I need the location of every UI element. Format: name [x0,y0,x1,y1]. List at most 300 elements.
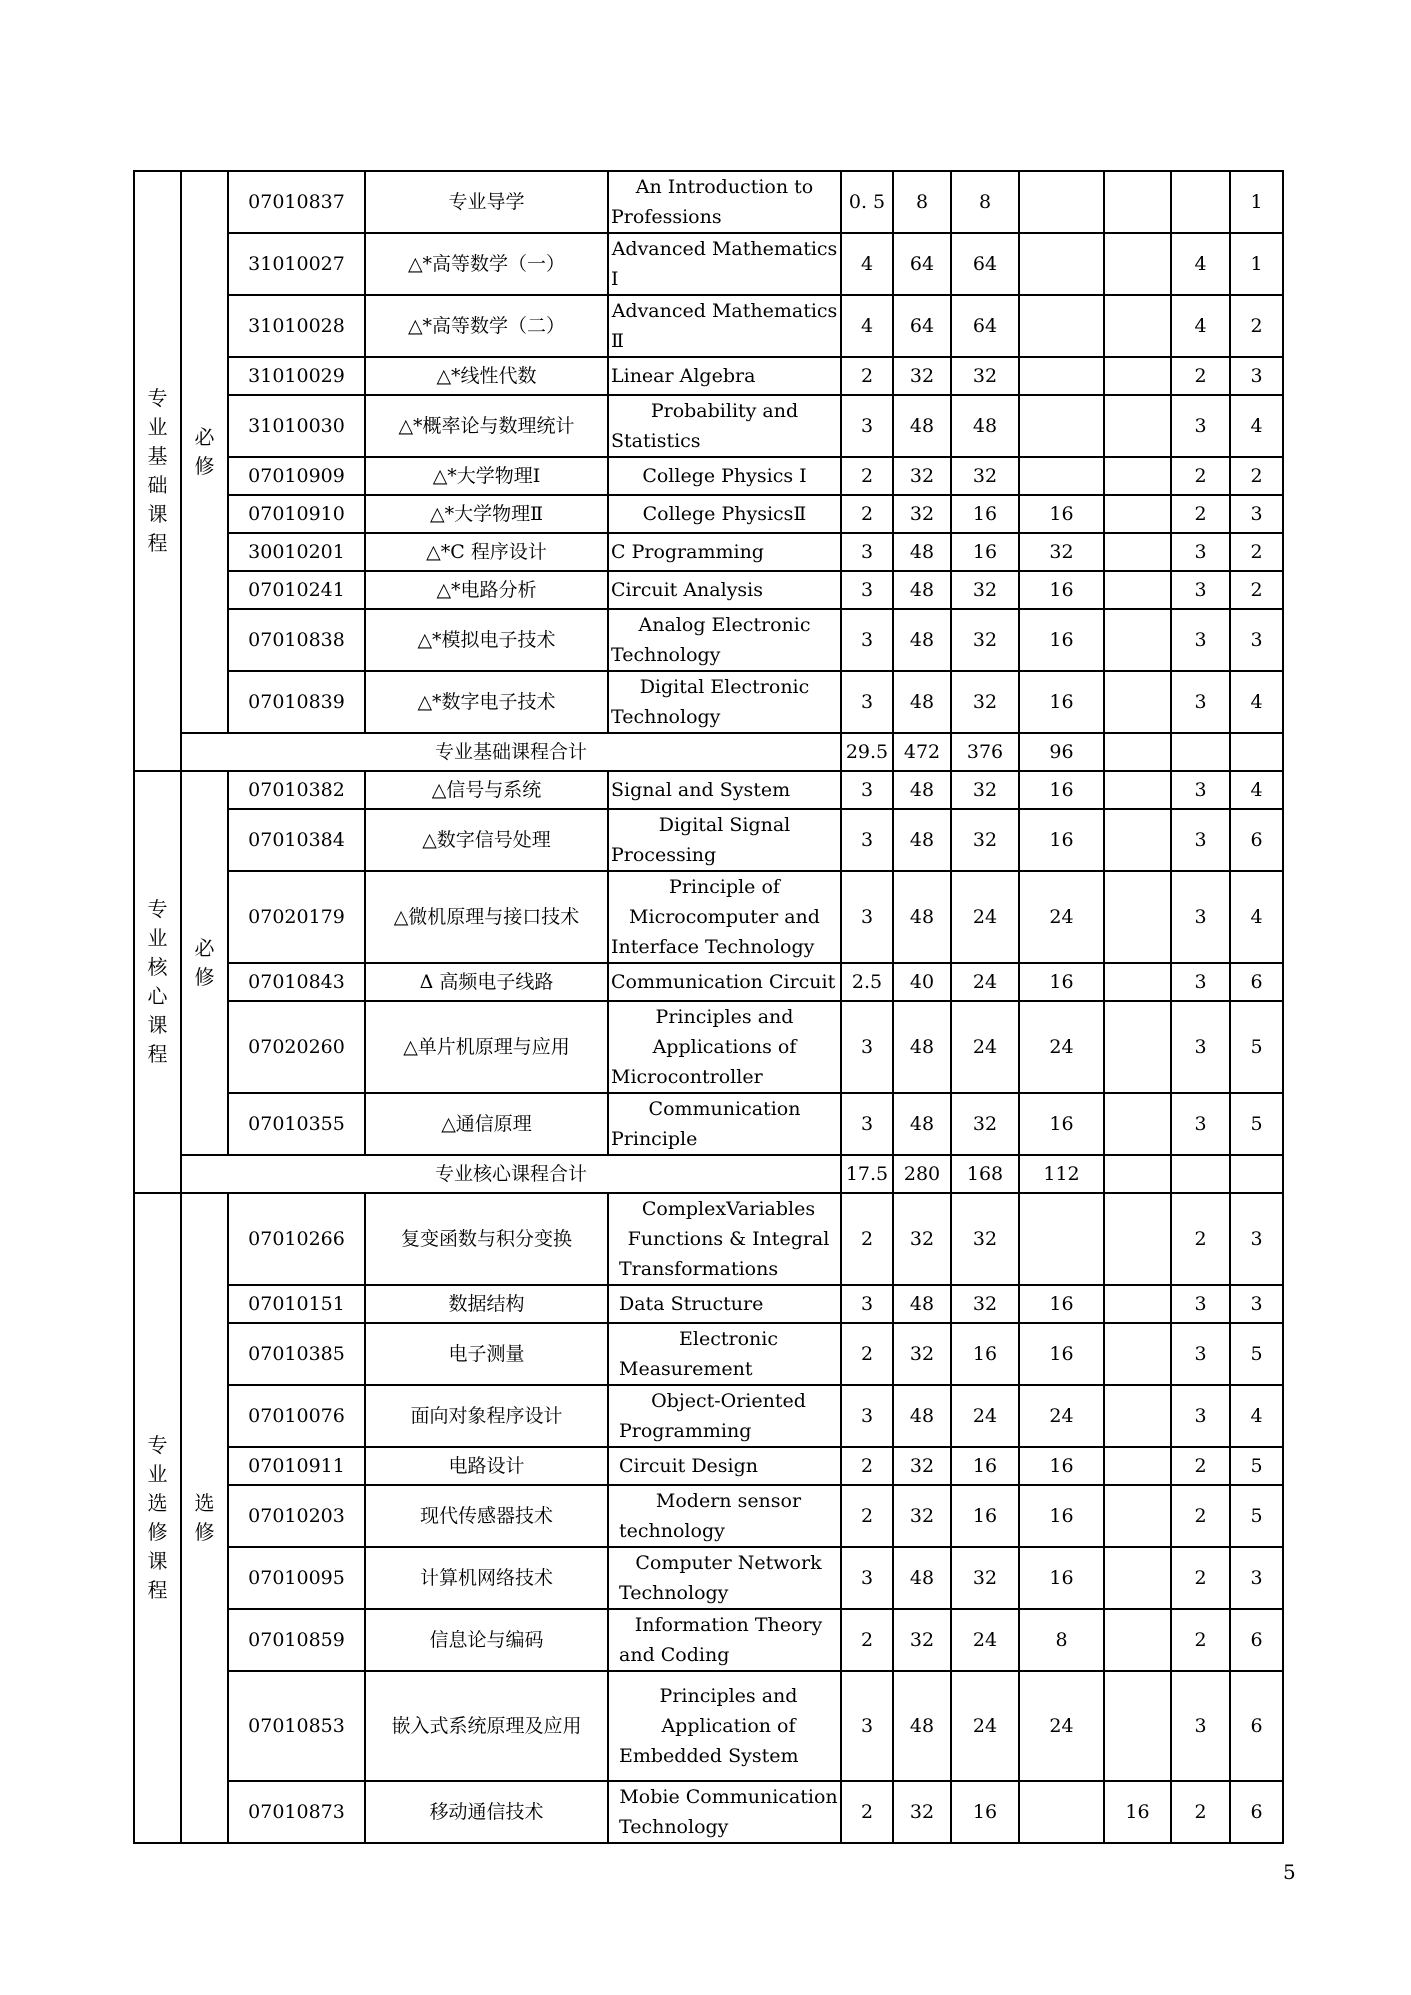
lab-hours: 24 [1019,1001,1104,1093]
category-cell [134,171,181,771]
total-hours: 48 [893,1001,951,1093]
total-hours: 32 [893,357,951,395]
course-name-cn: △*线性代数 [365,357,608,395]
table-row [134,1447,1283,1485]
weekly-hours: 3 [1171,1001,1230,1093]
subtotal-value: 472 [893,733,951,771]
course-name-en: Information Theory and Coding [608,1609,841,1671]
lab-hours: 16 [1019,771,1104,809]
total-hours: 48 [893,771,951,809]
credits: 3 [841,533,893,571]
total-hours: 32 [893,1609,951,1671]
credits: 3 [841,1671,893,1781]
lecture-hours: 32 [951,1093,1019,1155]
semester: 2 [1230,457,1283,495]
semester: 5 [1230,1485,1283,1547]
course-name-cn: 电路设计 [365,1447,608,1485]
table-row [134,395,1283,457]
table-row [134,1485,1283,1547]
course-code: 07010853 [228,1671,365,1781]
semester: 4 [1230,871,1283,963]
total-hours: 64 [893,233,951,295]
table-row [134,1781,1283,1843]
total-hours: 64 [893,295,951,357]
course-name-en: Mobie Communication Technology [608,1781,841,1843]
credits: 3 [841,1001,893,1093]
course-name-cn: 复变函数与积分变换 [365,1193,608,1285]
course-name-en: Electronic Measurement [608,1323,841,1385]
lecture-hours: 16 [951,533,1019,571]
practice-hours [1104,1609,1171,1671]
table-row [134,1093,1283,1155]
practice-hours [1104,609,1171,671]
course-name-cn: 嵌入式系统原理及应用 [365,1671,608,1781]
table-row [134,1671,1283,1781]
weekly-hours: 4 [1171,233,1230,295]
course-code: 07010382 [228,771,365,809]
weekly-hours: 3 [1171,1671,1230,1781]
course-name-cn: 面向对象程序设计 [365,1385,608,1447]
practice-hours [1104,1285,1171,1323]
credits: 3 [841,871,893,963]
course-name-en: College PhysicsⅡ [608,495,841,533]
semester: 2 [1230,571,1283,609]
lecture-hours: 32 [951,809,1019,871]
subtotal-row [134,733,1283,771]
semester: 4 [1230,1385,1283,1447]
lecture-hours: 48 [951,395,1019,457]
course-name-en: Advanced Mathematics Ⅱ [608,295,841,357]
weekly-hours [1171,171,1230,233]
practice-hours [1104,1001,1171,1093]
total-hours: 48 [893,1285,951,1323]
course-name-en: Communication Circuit [608,963,841,1001]
course-name-en: Principles and Application of Embedded System [608,1671,841,1781]
lab-hours: 16 [1019,809,1104,871]
lab-hours: 16 [1019,571,1104,609]
weekly-hours: 2 [1171,1781,1230,1843]
course-name-cn: △*数字电子技术 [365,671,608,733]
course-name-en: An Introduction to Professions [608,171,841,233]
semester: 2 [1230,533,1283,571]
semester: 5 [1230,1093,1283,1155]
semester: 5 [1230,1323,1283,1385]
practice-hours [1104,495,1171,533]
course-name-cn: △*高等数学（二） [365,295,608,357]
weekly-hours: 3 [1171,395,1230,457]
credits: 3 [841,771,893,809]
table-row [134,671,1283,733]
practice-hours [1104,1323,1171,1385]
course-code: 07010911 [228,1447,365,1485]
total-hours: 48 [893,1093,951,1155]
course-name-en: Circuit Design [608,1447,841,1485]
semester: 2 [1230,295,1283,357]
course-code: 07010385 [228,1323,365,1385]
practice-hours [1104,1547,1171,1609]
lab-hours: 16 [1019,671,1104,733]
semester: 4 [1230,771,1283,809]
lecture-hours: 32 [951,771,1019,809]
weekly-hours: 3 [1171,1385,1230,1447]
semester: 3 [1230,1547,1283,1609]
lab-hours: 16 [1019,1447,1104,1485]
credits: 2 [841,1323,893,1385]
semester: 6 [1230,809,1283,871]
empty-cell [1171,733,1230,771]
semester: 3 [1230,357,1283,395]
table-row [134,871,1283,963]
course-name-en: Principle of Microcomputer and Interface Technology [608,871,841,963]
total-hours: 48 [893,533,951,571]
table-row [134,495,1283,533]
table-row [134,1193,1283,1285]
course-name-cn: 计算机网络技术 [365,1547,608,1609]
category-cell [134,771,181,1193]
course-name-cn: △微机原理与接口技术 [365,871,608,963]
credits: 2 [841,457,893,495]
total-hours: 48 [893,609,951,671]
table-row [134,457,1283,495]
weekly-hours: 2 [1171,457,1230,495]
lecture-hours: 8 [951,171,1019,233]
weekly-hours: 3 [1171,671,1230,733]
lab-hours [1019,233,1104,295]
category-label: 专业选修课程 [147,1433,168,1602]
credits: 3 [841,809,893,871]
credits: 3 [841,571,893,609]
semester: 4 [1230,395,1283,457]
course-code: 31010027 [228,233,365,295]
course-code: 31010030 [228,395,365,457]
table-row [134,171,1283,233]
course-code: 07010076 [228,1385,365,1447]
course-name-cn: △单片机原理与应用 [365,1001,608,1093]
lecture-hours: 32 [951,1285,1019,1323]
lab-hours [1019,1193,1104,1285]
weekly-hours: 3 [1171,533,1230,571]
subtotal-row [134,1155,1283,1193]
table-row [134,1285,1283,1323]
total-hours: 48 [893,871,951,963]
practice-hours [1104,963,1171,1001]
credits: 2 [841,357,893,395]
course-code: 07010203 [228,1485,365,1547]
lab-hours [1019,295,1104,357]
curriculum-body [134,171,1283,1843]
course-name-en: Object-Oriented Programming [608,1385,841,1447]
course-code: 07010909 [228,457,365,495]
course-type-label: 选修 [194,1491,215,1544]
course-name-en: Probability and Statistics [608,395,841,457]
practice-hours [1104,671,1171,733]
weekly-hours: 2 [1171,1447,1230,1485]
semester: 5 [1230,1001,1283,1093]
credits: 3 [841,1285,893,1323]
practice-hours [1104,295,1171,357]
lecture-hours: 16 [951,1447,1019,1485]
course-type-cell [181,1193,228,1843]
lab-hours [1019,457,1104,495]
course-name-cn: △*模拟电子技术 [365,609,608,671]
practice-hours [1104,533,1171,571]
lab-hours: 24 [1019,1385,1104,1447]
practice-hours [1104,1485,1171,1547]
weekly-hours: 2 [1171,357,1230,395]
course-name-cn: △*大学物理Ⅰ [365,457,608,495]
table-row [134,233,1283,295]
credits: 4 [841,233,893,295]
course-type-label: 必修 [194,425,215,478]
weekly-hours: 3 [1171,1323,1230,1385]
course-name-cn: 专业导学 [365,171,608,233]
total-hours: 32 [893,1447,951,1485]
semester: 3 [1230,1285,1283,1323]
weekly-hours: 2 [1171,495,1230,533]
course-name-cn: △*电路分析 [365,571,608,609]
practice-hours [1104,571,1171,609]
lecture-hours: 64 [951,233,1019,295]
semester: 6 [1230,1671,1283,1781]
category-cell [134,1193,181,1843]
lab-hours: 16 [1019,963,1104,1001]
practice-hours [1104,1193,1171,1285]
curriculum-table [133,170,1284,1844]
semester: 3 [1230,609,1283,671]
lecture-hours: 16 [951,1485,1019,1547]
lecture-hours: 32 [951,457,1019,495]
table-row [134,809,1283,871]
credits: 3 [841,609,893,671]
course-name-en: Advanced Mathematics Ⅰ [608,233,841,295]
table-row [134,609,1283,671]
lab-hours [1019,395,1104,457]
lab-hours: 24 [1019,1671,1104,1781]
credits: 3 [841,1547,893,1609]
practice-hours [1104,171,1171,233]
course-name-cn: △数字信号处理 [365,809,608,871]
semester: 1 [1230,171,1283,233]
weekly-hours: 3 [1171,871,1230,963]
course-name-cn: △信号与系统 [365,771,608,809]
total-hours: 48 [893,671,951,733]
course-name-en: Digital Signal Processing [608,809,841,871]
course-code: 07010859 [228,1609,365,1671]
total-hours: 48 [893,1671,951,1781]
course-name-en: Digital Electronic Technology [608,671,841,733]
total-hours: 48 [893,571,951,609]
lab-hours: 16 [1019,1323,1104,1385]
course-type-label: 必修 [194,936,215,989]
course-code: 07010837 [228,171,365,233]
lecture-hours: 16 [951,1323,1019,1385]
practice-hours [1104,395,1171,457]
table-row [134,771,1283,809]
semester: 6 [1230,1609,1283,1671]
course-name-en: Linear Algebra [608,357,841,395]
semester: 1 [1230,233,1283,295]
category-label: 专业核心课程 [147,897,168,1066]
course-name-en: Principles and Applications of Microcontroller [608,1001,841,1093]
table-row [134,571,1283,609]
total-hours: 32 [893,495,951,533]
lab-hours: 16 [1019,1093,1104,1155]
course-code: 07010151 [228,1285,365,1323]
total-hours: 32 [893,457,951,495]
weekly-hours: 3 [1171,771,1230,809]
semester: 6 [1230,963,1283,1001]
course-code: 07010839 [228,671,365,733]
credits: 2 [841,1447,893,1485]
lecture-hours: 32 [951,357,1019,395]
total-hours: 48 [893,809,951,871]
table-row [134,1001,1283,1093]
empty-cell [1104,1155,1171,1193]
lecture-hours: 32 [951,571,1019,609]
lecture-hours: 32 [951,1547,1019,1609]
credits: 3 [841,1385,893,1447]
subtotal-value: 168 [951,1155,1019,1193]
empty-cell [1171,1155,1230,1193]
lab-hours: 16 [1019,495,1104,533]
weekly-hours: 2 [1171,1609,1230,1671]
credits: 2 [841,1485,893,1547]
practice-hours: 16 [1104,1781,1171,1843]
subtotal-value: 376 [951,733,1019,771]
course-name-en: C Programming [608,533,841,571]
lab-hours: 24 [1019,871,1104,963]
credits: 2 [841,495,893,533]
weekly-hours: 3 [1171,1285,1230,1323]
total-hours: 48 [893,395,951,457]
course-code: 07010241 [228,571,365,609]
course-name-en: Signal and System [608,771,841,809]
course-code: 07010838 [228,609,365,671]
course-name-en: ComplexVariables Functions & Integral Transformations [608,1193,841,1285]
lecture-hours: 24 [951,1671,1019,1781]
total-hours: 48 [893,1385,951,1447]
course-name-cn: △*大学物理Ⅱ [365,495,608,533]
weekly-hours: 2 [1171,1485,1230,1547]
course-name-en: Data Structure [608,1285,841,1323]
course-name-cn: Δ 高频电子线路 [365,963,608,1001]
lecture-hours: 32 [951,671,1019,733]
lab-hours: 16 [1019,1285,1104,1323]
weekly-hours: 3 [1171,1093,1230,1155]
course-type-cell [181,771,228,1155]
course-name-cn: △通信原理 [365,1093,608,1155]
weekly-hours: 3 [1171,809,1230,871]
empty-cell [1230,733,1283,771]
lecture-hours: 64 [951,295,1019,357]
practice-hours [1104,1447,1171,1485]
course-name-en: Modern sensor technology [608,1485,841,1547]
weekly-hours: 2 [1171,1193,1230,1285]
course-name-en: Analog Electronic Technology [608,609,841,671]
table-row [134,963,1283,1001]
total-hours: 32 [893,1485,951,1547]
credits: 3 [841,1093,893,1155]
course-code: 07010384 [228,809,365,871]
empty-cell [1230,1155,1283,1193]
table-row [134,1385,1283,1447]
practice-hours [1104,1385,1171,1447]
credits: 4 [841,295,893,357]
credits: 2 [841,1193,893,1285]
table-row [134,1547,1283,1609]
course-name-cn: △*高等数学（一） [365,233,608,295]
course-name-en: Computer Network Technology [608,1547,841,1609]
course-name-en: College Physics Ⅰ [608,457,841,495]
course-name-cn: △*C 程序设计 [365,533,608,571]
practice-hours [1104,357,1171,395]
total-hours: 8 [893,171,951,233]
lecture-hours: 32 [951,1193,1019,1285]
weekly-hours: 3 [1171,609,1230,671]
course-name-cn: 现代传感器技术 [365,1485,608,1547]
course-name-cn: 信息论与编码 [365,1609,608,1671]
semester: 4 [1230,671,1283,733]
practice-hours [1104,871,1171,963]
table-row [134,295,1283,357]
course-code: 07010843 [228,963,365,1001]
subtotal-value: 96 [1019,733,1104,771]
practice-hours [1104,233,1171,295]
practice-hours [1104,1671,1171,1781]
lecture-hours: 24 [951,963,1019,1001]
lab-hours: 16 [1019,609,1104,671]
lecture-hours: 32 [951,609,1019,671]
practice-hours [1104,809,1171,871]
credits: 3 [841,395,893,457]
course-type-cell [181,171,228,733]
semester: 3 [1230,495,1283,533]
subtotal-value: 29.5 [841,733,893,771]
course-code: 07010095 [228,1547,365,1609]
course-name-cn: 移动通信技术 [365,1781,608,1843]
weekly-hours: 3 [1171,571,1230,609]
course-name-en: Communication Principle [608,1093,841,1155]
course-code: 07010910 [228,495,365,533]
course-code: 07020179 [228,871,365,963]
course-code: 31010029 [228,357,365,395]
table-row [134,357,1283,395]
table-row [134,1323,1283,1385]
total-hours: 32 [893,1323,951,1385]
total-hours: 48 [893,1547,951,1609]
weekly-hours: 3 [1171,963,1230,1001]
total-hours: 32 [893,1781,951,1843]
credits: 0. 5 [841,171,893,233]
total-hours: 32 [893,1193,951,1285]
lab-hours [1019,171,1104,233]
lab-hours: 16 [1019,1547,1104,1609]
lecture-hours: 24 [951,871,1019,963]
course-code: 31010028 [228,295,365,357]
total-hours: 40 [893,963,951,1001]
course-code: 07020260 [228,1001,365,1093]
lecture-hours: 24 [951,1385,1019,1447]
practice-hours [1104,457,1171,495]
lab-hours: 32 [1019,533,1104,571]
category-label: 专业基础课程 [147,386,168,555]
lecture-hours: 24 [951,1609,1019,1671]
page-number: 5 [1283,1860,1296,1884]
course-name-cn: △*概率论与数理统计 [365,395,608,457]
credits: 2.5 [841,963,893,1001]
subtotal-value: 112 [1019,1155,1104,1193]
subtotal-value: 280 [893,1155,951,1193]
